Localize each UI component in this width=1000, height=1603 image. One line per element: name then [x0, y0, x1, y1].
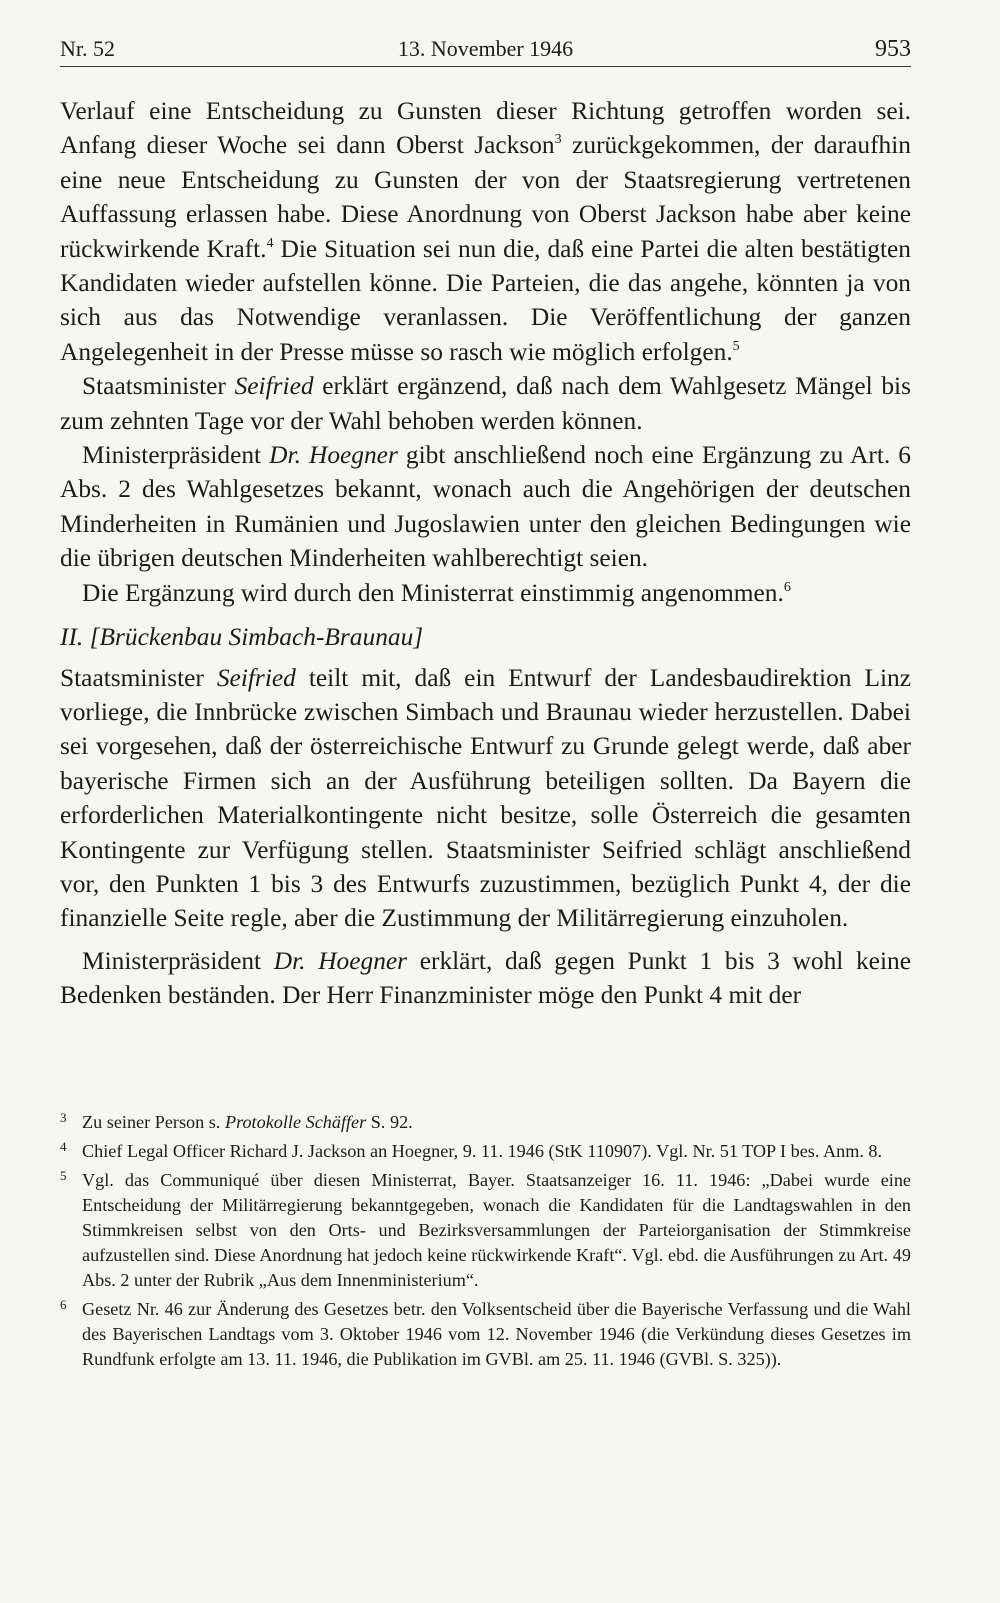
text-run: Staatsminister: [82, 372, 235, 401]
text-run: Die Situation sei nun die, daß eine Partei die alten bestätigten Kandidaten wieder aufstellen könne. Die Parteien, die das angehe, könnten ja von sich aus das Notwendige veranlassen. Die Veröffentlichung der ganzen Angelegenheit in der Presse müsse so rasch wie möglich erfolgen.: [60, 234, 911, 366]
text-run: Staatsminister: [60, 663, 217, 692]
person-name: Dr. Hoegner: [273, 946, 408, 975]
paragraph: [60, 661, 911, 936]
text-run: erklärt ergänzend, daß nach dem Wahlgesetz Mängel bis zum zehnten Tage vor der Wahl behoben werden können.: [60, 372, 911, 435]
person-name: Seifried: [234, 372, 314, 401]
paragraph: [60, 944, 911, 1013]
paragraph: [60, 438, 911, 576]
text-run: teilt mit, daß ein Entwurf der Landesbaudirektion Linz vorliege, die Innbrücke zwischen Simbach und Braunau wieder herzustellen. Dabei sei vorgesehen, daß der österreichische Entwurf zu Grunde gelegt werde, daß aber bayerische Firmen sich an der Ausführung beteiligen sollten. Da Bayern die erforderlichen Materialkontingente nicht besitze, solle Österreich die gesamten Kontingente zur Verfügung stellen. Staatsminister Seifried schlägt anschließend vor, den Punkten 1 bis 3 des Entwurfs zuzustimmen, bezüglich Punkt 4, der die finanzielle Seite regle, aber die Zustimmung der Militärregierung einzuholen.: [60, 663, 911, 933]
issue-number: Nr. 52: [60, 36, 115, 61]
footnote: [60, 1139, 911, 1164]
text-run: S. 92.: [366, 1112, 413, 1132]
footnote-ref: 3: [554, 132, 562, 148]
text-run: erklärt, daß gegen Punkt 1 bis 3 wohl keine Bedenken beständen. Der Herr Finanzminister möge den Punkt 4 mit der: [60, 946, 911, 1010]
running-header: [60, 36, 911, 67]
text-run: zurückgekommen, der daraufhin eine neue Entscheidung zu Gunsten der von der Staatsregierung vertretenen Auffassung erlassen habe. Diese Anordnung von Oberst Jackson habe aber keine rückwirkende Kraft.: [60, 131, 912, 263]
section-title: [Brückenbau Simbach-Braunau]: [83, 623, 424, 652]
footnote-number: 5: [60, 1168, 67, 1183]
text-run: Zu seiner Person s.: [82, 1112, 225, 1132]
text-run: Ministerpräsident: [82, 441, 270, 470]
person-name: Dr. Hoegner: [269, 441, 398, 470]
footnote-text: [82, 1110, 911, 1135]
text-run: Ministerpräsident: [82, 946, 274, 975]
section-heading: [60, 620, 911, 654]
footnote-ref: 4: [266, 235, 274, 251]
footnote-text: Vgl. das Communiqué über diesen Ministerrat, Bayer. Staatsanzeiger 16. 11. 1946: „Dabei wurde eine Entscheidung der Militärregierung bekanntgegeben, wonach die Kandidaten für die Landtagswahlen in den Stimmkreisen selbst von den Orts- und Bezirksversammlungen der Parteiorganisation der Stimmkreise aufzustellen sind. Diese Anordnung hat jedoch keine rückwirkende Kraft“. Vgl. ebd. die Ausführungen zu Art. 49 Abs. 2 unter der Rubrik „Aus dem Innenministerium“.: [82, 1170, 911, 1290]
footnote: [60, 1110, 911, 1135]
footnote-ref: 5: [732, 338, 740, 354]
footnote-text: Gesetz Nr. 46 zur Änderung des Gesetzes betr. den Volksentscheid über die Bayerische Verfassung und die Wahl des Bayerischen Landtags vom 3. Oktober 1946 vom 12. November 1946 (die Verkündung dieses Gesetzes im Rundfunk erfolgte am 13. 11. 1946, die Publikation im GVBl. am 25. 11. 1946 (GVBl. S. 325)).: [82, 1299, 911, 1369]
paragraph: [60, 369, 911, 438]
main-text: [60, 94, 911, 1013]
paragraph: [60, 94, 911, 369]
text-run: Die Ergänzung wird durch den Ministerrat einstimmig angenommen.: [82, 578, 784, 607]
text-run: gibt anschließend noch eine Ergänzung zu Art. 6 Abs. 2 des Wahlgesetzes bekannt, wonach auch die Angehörigen der deutschen Minderheiten in Rumänien und Jugoslawien unter den gleichen Bedingungen wie die übrigen deutschen Minderheiten wahlberechtigt seien.: [60, 441, 911, 573]
footnote-text: Chief Legal Officer Richard J. Jackson an Hoegner, 9. 11. 1946 (StK 110907). Vgl. Nr. 51 TOP I bes. Anm. 8.: [82, 1141, 883, 1161]
footnote: [60, 1168, 911, 1293]
person-name: Seifried: [216, 663, 296, 692]
footnote: [60, 1297, 911, 1372]
paragraph: [60, 576, 911, 610]
page-number: 953: [875, 36, 911, 62]
text-run: Verlauf eine Entscheidung zu Gunsten dieser Richtung getroffen worden sei. Anfang dieser Woche sei dann Oberst Jackson: [60, 97, 911, 160]
footnotes: [60, 1110, 911, 1376]
header-date: 13. November 1946: [397, 36, 574, 61]
footnote-number: 6: [60, 1297, 67, 1312]
citation-title: Protokolle Schäffer: [224, 1112, 367, 1132]
footnote-ref: 6: [783, 579, 791, 595]
footnote-number: 4: [60, 1139, 67, 1154]
footnote-number: 3: [60, 1110, 67, 1125]
section-number: II.: [60, 623, 84, 652]
